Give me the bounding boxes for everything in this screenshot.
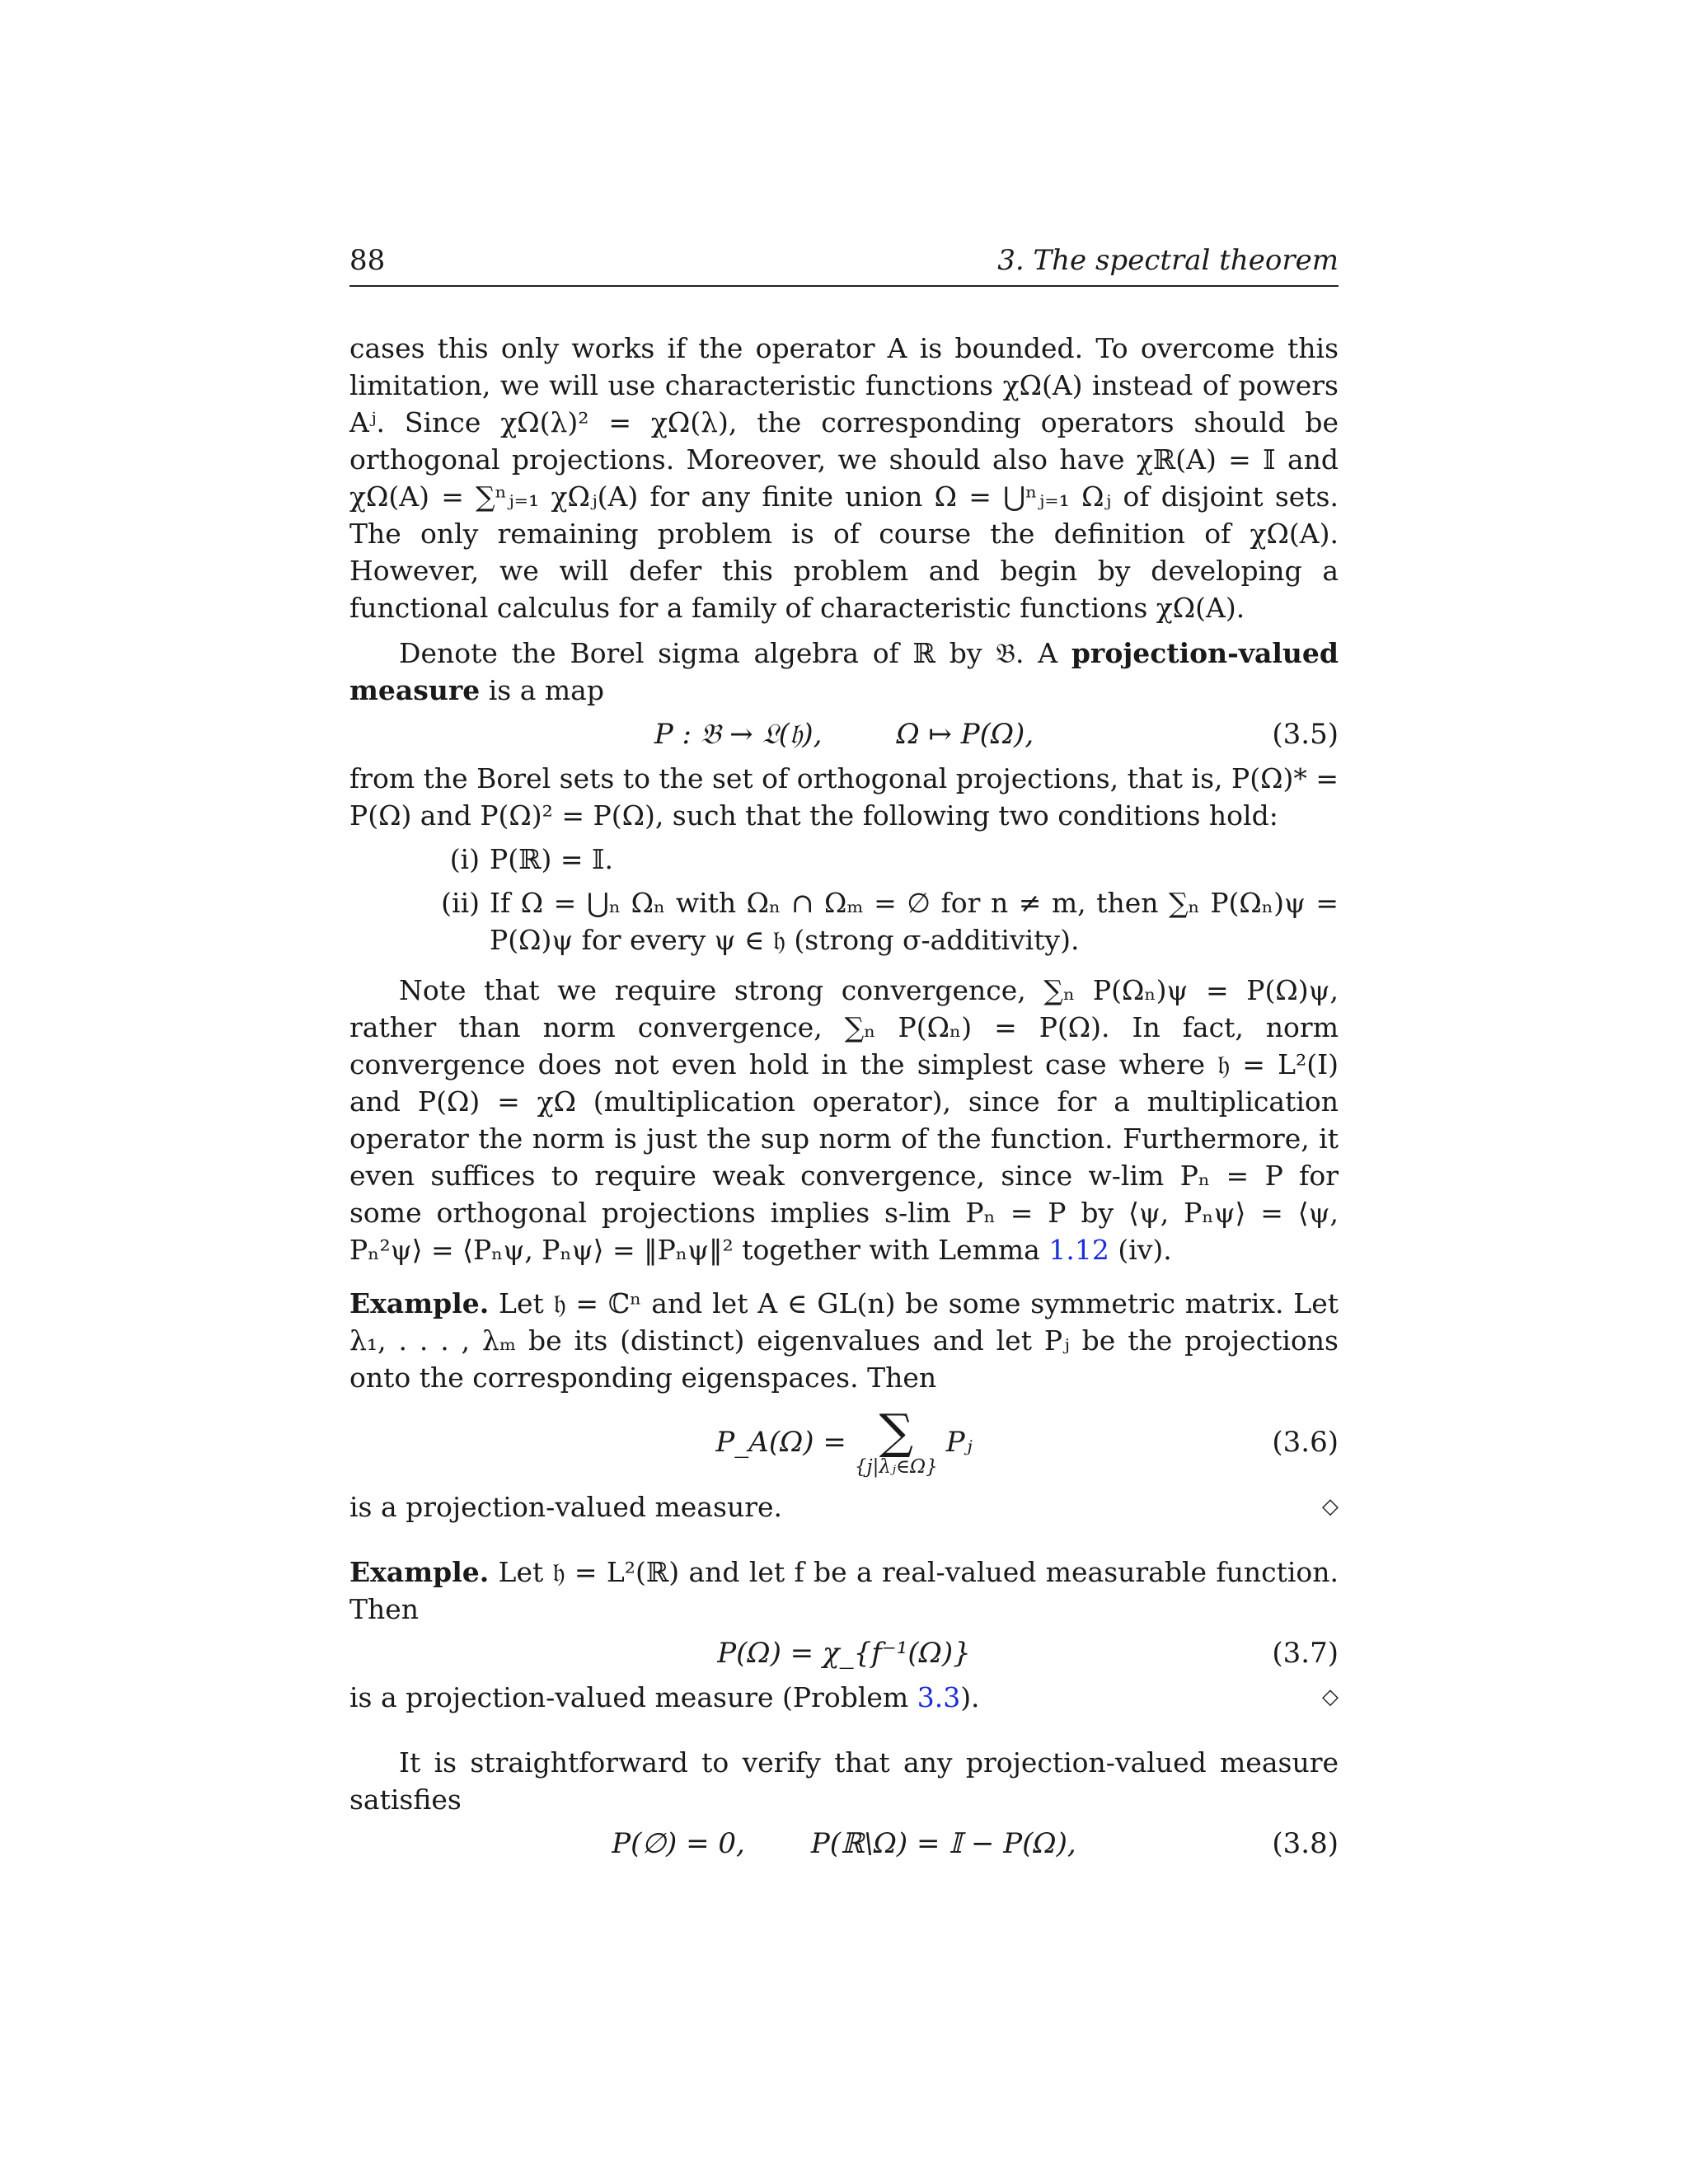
convergence-end: (iv). (1109, 1234, 1172, 1266)
sum-symbol: ∑ (879, 1404, 913, 1460)
definition-tail: is a map (480, 674, 604, 706)
example-2 (349, 1554, 1339, 1628)
chapter-title: 3. The spectral theorem (997, 244, 1339, 277)
paragraph-properties: It is straightforward to verify that any projection-valued measure satisfies (349, 1746, 1339, 1816)
equation-3-8-rhs: P(ℝ\Ω) = 𝕀 − P(Ω), (810, 1826, 1076, 1860)
paragraph-convergence (349, 972, 1339, 1268)
example-2-conclusion (349, 1679, 1339, 1716)
equation-number: (3.5) (1272, 717, 1339, 751)
lemma-link[interactable]: 1.12 (1048, 1234, 1109, 1266)
example-1-conclusion (349, 1488, 1339, 1526)
example-2-text: Let 𝔥 = L²(ℝ) and let f be a real-valued measurable function. Then (349, 1556, 1339, 1625)
running-header (349, 244, 1339, 287)
list-item (424, 884, 1339, 958)
example-1-text: Let 𝔥 = ℂⁿ and let A ∈ GL(n) be some symmetric matrix. Let λ₁, . . . , λₘ be its (distinct) eigenvalues and let Pⱼ be the projections onto the corresponding eigenspaces. Then (349, 1287, 1339, 1394)
body-text (349, 330, 1339, 1869)
page-number: 88 (349, 244, 386, 277)
sum-index: {j|λⱼ∈Ω} (854, 1456, 938, 1478)
list-item-label: (i) (449, 843, 480, 875)
equation-3-7-expr: P(Ω) = χ_{f⁻¹(Ω)} (717, 1636, 971, 1670)
equation-number: (3.6) (1272, 1425, 1339, 1459)
equation-3-6-lhs: P_A(Ω) = (715, 1425, 846, 1459)
example-2-conclusion-text: is a projection-valued measure (Problem (349, 1681, 917, 1713)
list-item-text: If Ω = ⋃ₙ Ωₙ with Ωₙ ∩ Ωₘ = ∅ for n ≠ m, then ∑ₙ P(Ωₙ)ψ = P(Ω)ψ for every ψ ∈ 𝔥 (strong σ-additivity). (490, 887, 1339, 956)
term-projection-valued-measure: projection-valued measure (349, 637, 1339, 706)
equation-3-6 (349, 1396, 1339, 1488)
list-item (424, 841, 1339, 878)
equation-3-5 (349, 709, 1339, 760)
end-of-example-marker: ◇ (1322, 1494, 1339, 1519)
end-of-example-marker: ◇ (1322, 1685, 1339, 1709)
list-item-text: P(ℝ) = 𝕀. (490, 843, 613, 875)
paragraph-definition (349, 635, 1339, 709)
problem-link[interactable]: 3.3 (917, 1681, 961, 1713)
list-item-label: (ii) (441, 887, 480, 919)
equation-number: (3.8) (1272, 1826, 1339, 1860)
paragraph-conditions-intro: from the Borel sets to the set of orthogonal projections, that is, P(Ω)* = P(Ω) and P(Ω)² = P(Ω), such that the following two conditions hold: (349, 762, 1339, 832)
definition-lead: Denote the Borel sigma algebra of ℝ by 𝔅. A (399, 637, 1071, 669)
equation-3-6-rhs: Pⱼ (945, 1425, 973, 1459)
equation-3-7 (349, 1628, 1339, 1679)
page (349, 244, 1339, 1869)
example-2-conclusion-end: ). (960, 1681, 980, 1713)
equation-3-8-lhs: P(∅) = 0, (612, 1826, 745, 1860)
example-1-conclusion-text: is a projection-valued measure. (349, 1491, 782, 1523)
conditions-list (424, 841, 1339, 958)
example-1 (349, 1285, 1339, 1396)
paragraph-intro: cases this only works if the operator A is bounded. To overcome this limitation, we will use characteristic functions χΩ(A) instead of powers Aʲ. Since χΩ(λ)² = χΩ(λ), the corresponding operators should be orthogonal projections. Moreover, we should also have χℝ(A) = 𝕀 and χΩ(A) = ∑ⁿⱼ₌₁ χΩⱼ(A) for any finite union Ω = ⋃ⁿⱼ₌₁ Ωⱼ of disjoint sets. The only remaining problem is of course the definition of χΩ(A). However, we will defer this problem and begin by developing a functional calculus for a family of characteristic functions χΩ(A). (349, 332, 1339, 624)
equation-number: (3.7) (1272, 1636, 1339, 1670)
summation (854, 1404, 938, 1478)
equation-3-8 (349, 1818, 1339, 1869)
equation-3-5-lhs: P : 𝔅 → 𝔏(𝔥), (654, 717, 823, 751)
equation-3-5-rhs: Ω ↦ P(Ω), (896, 717, 1034, 751)
example-label: Example. (349, 1556, 490, 1588)
convergence-text: Note that we require strong convergence, ∑ₙ P(Ωₙ)ψ = P(Ω)ψ, rather than norm convergence, ∑ₙ P(Ωₙ) = P(Ω). In fact, norm convergence does not even hold in the simplest case where 𝔥 = L²(I) and P(Ω) = χΩ (multiplication operator), since for a multiplication operator the norm is just the sup norm of the function. Furthermore, it even suffices to require weak convergence, since w-lim Pₙ = P for some orthogonal projections implies s-lim Pₙ = P by ⟨ψ, Pₙψ⟩ = ⟨ψ, Pₙ²ψ⟩ = ⟨Pₙψ, Pₙψ⟩ = ‖Pₙψ‖² together with Lemma (349, 974, 1339, 1266)
example-label: Example. (349, 1287, 490, 1319)
